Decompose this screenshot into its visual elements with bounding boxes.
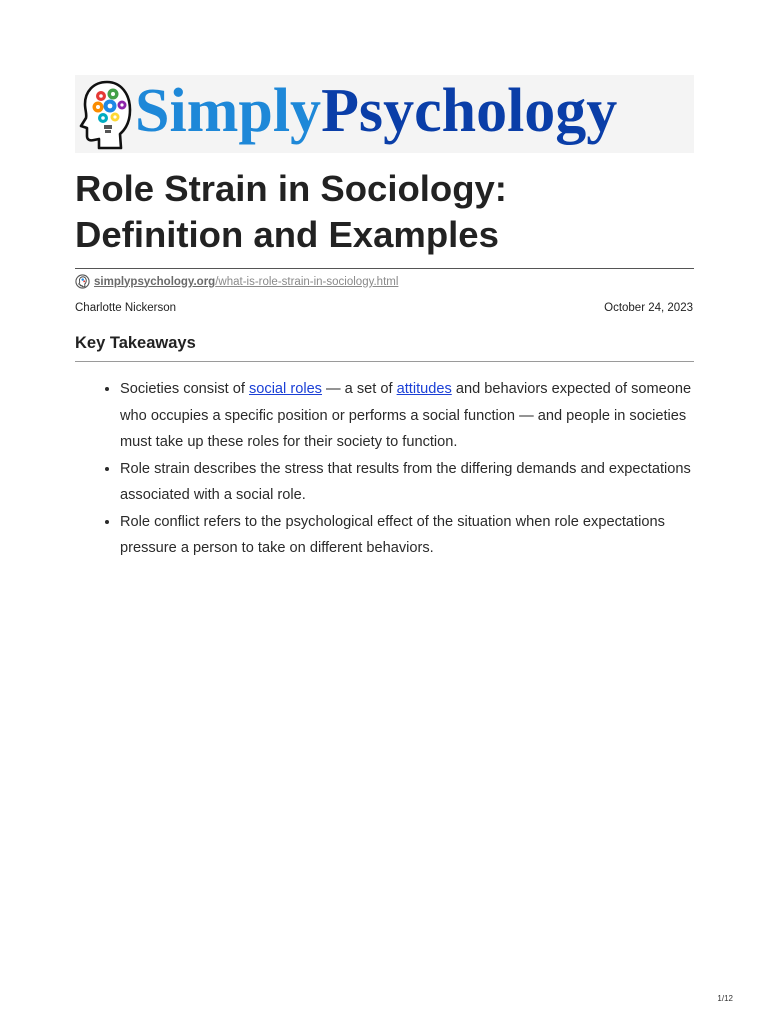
attitudes-link[interactable]: attitudes [396, 381, 452, 397]
list-item-text-end: and behaviors expected of someone who occupies a specific position or performs a social function — and people in societies must take up these roles for their society to function. [120, 381, 692, 450]
publish-date: October 24, 2023 [604, 302, 693, 314]
logo-simply-text: Simply [135, 77, 322, 145]
article-title-line-1: Role Strain in Sociology: [75, 168, 507, 209]
author-name: Charlotte Nickerson [75, 302, 176, 314]
list-item [120, 456, 697, 509]
list-item [120, 376, 697, 456]
source-domain-link[interactable]: simplypsychology.org [94, 275, 216, 288]
section-divider [75, 361, 694, 362]
source-url[interactable] [75, 274, 398, 289]
social-roles-link[interactable]: social roles [248, 381, 322, 397]
article-title [75, 166, 695, 258]
page-number: 1/12 [717, 994, 733, 1003]
site-favicon-icon [75, 274, 90, 289]
bullet-icon [105, 387, 109, 391]
list-item-text-start: Societies consist of [120, 381, 249, 397]
list-item-text: Role strain describes the stress that results from the differing demands and expectations associated with a social role. [120, 460, 691, 503]
title-divider [75, 268, 694, 269]
logo-psychology-text: Psychology [321, 77, 618, 145]
logo-banner[interactable] [75, 75, 694, 153]
article-title-line-2: Definition and Examples [75, 214, 499, 255]
bullet-icon [105, 520, 109, 524]
key-takeaways-list [75, 376, 697, 562]
list-item-text: Role conflict refers to the psychological effect of the situation when role expectations pressure a person to take on different behaviors. [120, 513, 665, 556]
key-takeaways-heading: Key Takeaways [75, 334, 196, 352]
list-item [120, 509, 697, 562]
list-item-text-middle: — a set of [321, 381, 397, 397]
logo-wordmark [135, 77, 618, 145]
bullet-icon [105, 467, 109, 471]
source-path-link[interactable]: /what-is-role-strain-in-sociology.html [215, 275, 399, 288]
head-with-gears-icon [77, 78, 133, 150]
